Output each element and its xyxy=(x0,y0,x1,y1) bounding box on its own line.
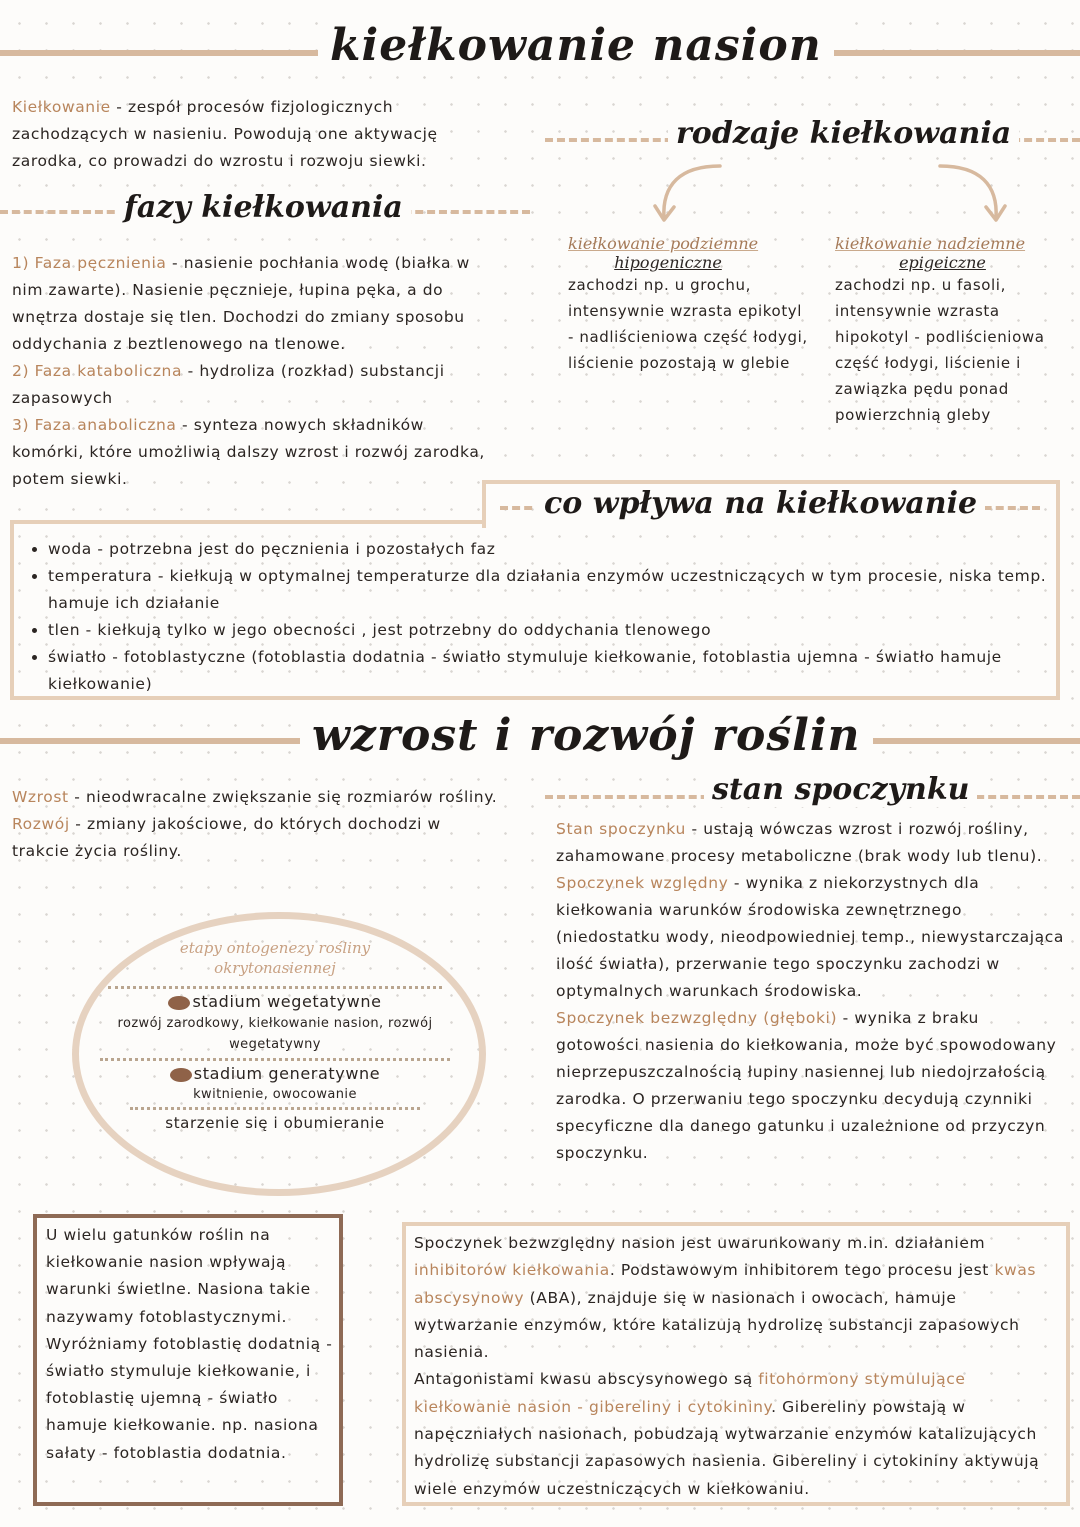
factors-box-top-left xyxy=(10,520,486,524)
stage-generative: stadium generatywne xyxy=(90,1063,460,1085)
term-growth: Wzrost xyxy=(12,788,69,806)
term-inhibitors: inhibitorów kiełkowania xyxy=(414,1261,610,1280)
term-dormancy: Stan spoczynku xyxy=(556,820,686,838)
stage-marker-icon xyxy=(170,1068,192,1082)
type-hypogeal-name: kiełkowanie podziemne xyxy=(568,234,759,253)
term-relative-dormancy: Spoczynek względny xyxy=(556,874,729,892)
type-hypogeal-text: zachodzi np. u grochu, intensywnie wzrasta epikotyl - nadliścieniowa część łodygi, liścienie pozostają w glebie xyxy=(568,276,808,372)
ontogeny-heading: etapy ontogenezy rośliny okrytonasiennej xyxy=(179,939,371,977)
arrow-right-icon xyxy=(930,160,1010,230)
growth-definitions xyxy=(12,784,502,865)
divider xyxy=(108,986,442,989)
phases-list xyxy=(12,250,492,493)
phase-item xyxy=(12,250,492,358)
factors-list xyxy=(12,536,1047,698)
development-text: - zmiany jakościowe, do których dochodzi w trakcie życia rośliny. xyxy=(12,815,441,860)
relative-dormancy-def xyxy=(556,870,1066,1005)
hormones-paragraph-1: Spoczynek bezwzględny nasion jest uwarunkowany m.in. działaniem inhibitorów kiełkowania. Podstawowym inhibitorem tego procesu jest kwas abscysynowy (ABA), znajduje się w nasionach i owocach, hamuje wytwarzanie enzymów, które katalizują hydrolizę substancji zapasowych nasienia. xyxy=(414,1234,1037,1362)
factors-heading: co wpływa na kiełkowanie xyxy=(536,486,985,521)
phase-label: 2) Faza kataboliczna xyxy=(12,362,183,380)
hormones-paragraph-2: Antagonistami kwasu abscysynowego są fitohormony stymulujące kiełkowanie nasion - gibereliny i cytokininy. Gibereliny powstają w napęczniałych nasionach, pobudzają wytwarzanie enzymów katalizujących hydrolizę substancji zapasowych nasienia. Gibereliny i cytokininy aktywują wiele enzymów uczestniczących w kiełkowaniu. xyxy=(414,1370,1040,1498)
type-epigeal-alt: epigeiczne xyxy=(899,253,986,272)
arrow-left-icon xyxy=(650,160,730,230)
stage-vegetative-desc: rozwój zarodkowy, kiełkowanie nasion, rozwój wegetatywny xyxy=(117,1016,433,1052)
phase-label: 1) Faza pęcznienia xyxy=(12,254,167,272)
phase-text: - nasienie pochłania wodę (białka w nim zawarte). Nasienie pęcznieje, łupina pęka, a do wnętrza dostaje się tlen. Dochodzi do zmiany sposobu oddychania z beztlenowego na tlenowe. xyxy=(12,254,470,353)
term-development: Rozwój xyxy=(12,815,70,833)
growth-text: - nieodwracalne zwiększanie się rozmiarów rośliny. xyxy=(68,788,498,806)
stage-senescence: starzenie się i obumieranie xyxy=(165,1114,385,1132)
relative-dormancy-desc: - wynika z niekorzystnych dla kiełkowania warunków środowiska zewnętrznego (niedostatku wody, nieodpowiedniej temp., niewystarczająca ilość światła), przerwanie tego spoczynku zachodzi w optymalnych warunkach środowiska. xyxy=(556,874,1064,1000)
germination-definition xyxy=(12,94,492,175)
term-aba: kwas abscysynowy xyxy=(414,1261,1037,1307)
definition-text: - zespół procesów fizjologicznych zachodzących w nasieniu. Powodują one aktywację zarodka, co prowadzi do wzrostu i rozwoju siewki. xyxy=(12,98,438,170)
absolute-dormancy-desc: - wynika z braku gotowości nasienia do kiełkowania, może być spowodowany nieprzepuszczalnością łupiny nasiennej lub niedojrzałością zarodka. O przerwaniu tego spoczynku decydują czynniki specyficzne dla danego gatunku i uzależnione od przyczyn spoczynku. xyxy=(556,1009,1057,1162)
phase-label: 3) Faza anaboliczna xyxy=(12,416,177,434)
divider xyxy=(100,1058,450,1061)
term-phytohormones: fitohormony stymulujące kiełkowanie nasion - gibereliny i cytokininy xyxy=(414,1370,966,1416)
development-def xyxy=(12,811,502,865)
factor-item: • tlen - kiełkują tylko w jego obecności , jest potrzebny do oddychania tlenowego xyxy=(48,617,1047,644)
stage-vegetative: stadium wegetatywne xyxy=(90,991,460,1013)
absolute-dormancy-def xyxy=(556,1005,1066,1167)
type-epigeal-name: kiełkowanie nadziemne xyxy=(835,234,1026,253)
divider xyxy=(130,1107,420,1110)
dormancy-heading: stan spoczynku xyxy=(704,772,977,807)
types-heading: rodzaje kiełkowania xyxy=(668,116,1019,151)
hormones-text xyxy=(414,1230,1059,1503)
dormancy-text xyxy=(556,816,1066,1167)
dormancy-def xyxy=(556,816,1066,870)
phases-heading: fazy kiełkowania xyxy=(116,190,411,225)
factor-item: • temperatura - kiełkują w optymalnej temperaturze dla działania enzymów uczestniczących w tym procesie, niska temp. hamuje ich działanie xyxy=(48,563,1047,617)
factor-item: • woda - potrzebna jest do pęcznienia i pozostałych faz xyxy=(48,536,1047,563)
type-hypogeal-alt: hipogeniczne xyxy=(614,253,722,272)
ontogeny-content xyxy=(90,938,460,1134)
factor-item: • światło - fotoblastyczne (fotoblastia dodatnia - światło stymuluje kiełkowanie, fotoblastia ujemna - światło hamuje kiełkowanie) xyxy=(48,644,1047,698)
page-title-germination: kiełkowanie nasion xyxy=(318,20,834,71)
phase-text: - synteza nowych składników komórki, które umożliwią dalszy wzrost i rozwój zarodka, potem siewki. xyxy=(12,416,485,488)
term-absolute-dormancy: Spoczynek bezwzględny (głęboki) xyxy=(556,1009,838,1027)
growth-def xyxy=(12,784,502,811)
dormancy-desc: - ustają wówczas wzrost i rozwój rośliny, zahamowane procesy metaboliczne (brak wody lub tlenu). xyxy=(556,820,1043,865)
type-hypogeal xyxy=(568,234,813,376)
stage-marker-icon xyxy=(168,996,190,1010)
phase-text: - hydroliza (rozkład) substancji zapasowych xyxy=(12,362,445,407)
stage-generative-desc: kwitnienie, owocowanie xyxy=(193,1087,357,1102)
page-title-growth: wzrost i rozwój roślin xyxy=(300,710,873,761)
phase-item xyxy=(12,412,492,493)
type-epigeal-text: zachodzi np. u fasoli, intensywnie wzrasta hipokotyl - podliścieniowa część łodygi, liścienie i zawiązka pędu ponad powierzchnią gleby xyxy=(835,276,1045,424)
phase-item xyxy=(12,358,492,412)
term-germination: Kiełkowanie xyxy=(12,98,111,116)
type-epigeal xyxy=(835,234,1075,428)
photoblasty-text: U wielu gatunków roślin na kiełkowanie nasion wpływają warunki świetlne. Nasiona takie nazywamy fotoblastycznymi. Wyróżniamy fotoblastię dodatnią - światło stymuluje kiełkowanie, i fotoblastię ujemną - światło hamuje kiełkowanie. np. nasiona sałaty - fotoblastia dodatnia. xyxy=(46,1226,333,1462)
